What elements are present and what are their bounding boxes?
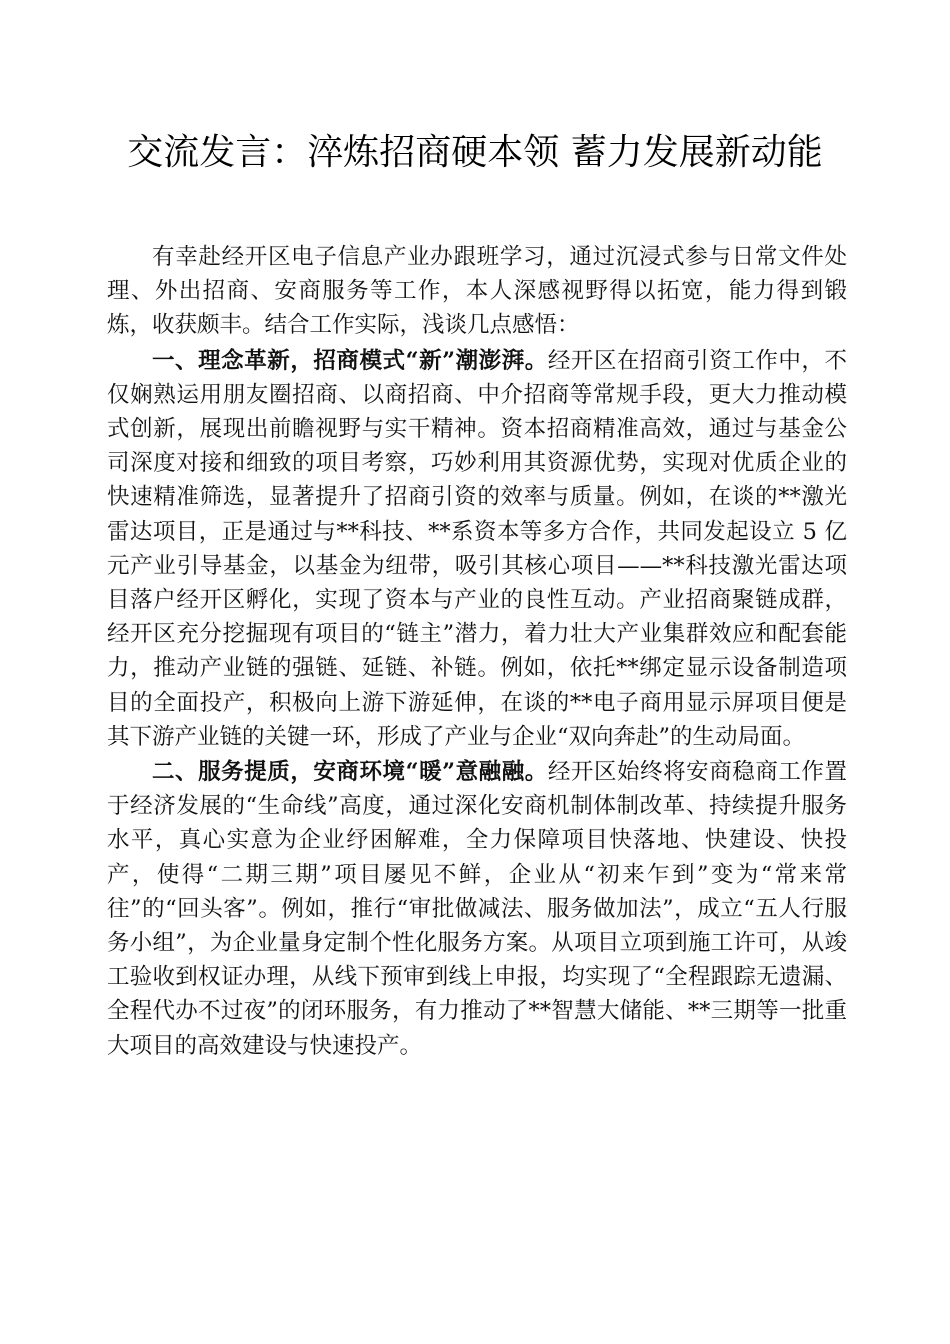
section-one-text: 经开区在招商引资工作中，不仅娴熟运用朋友圈招商、以商招商、中介招商等常规手段，更大力推动模式创新，展现出前瞻视野与实干精神。资本招商精准高效，通过与基金公司深度对接和细致的项目考察，巧妙利用其资源优势，实现对优质企业的快速精准筛选，显著提升了招商引资的效率与质量。例如，在谈的**激光雷达项目，正是通过与**科技、**系资本等多方合作，共同发起设立 5 亿元产业引导基金，以基金为纽带，吸引其核心项目——**科技激光雷达项目落户经开区孵化，实现了资本与产业的良性互动。产业招商聚链成群，经开区充分挖掘现有项目的“链主”潜力，着力壮大产业集群效应和配套能力，推动产业链的强链、延链、补链。例如，依托**绑定显示设备制造项目的全面投产，积极向上游下游延伸，在谈的**电子商用显示屏项目便是其下游产业链的关键一环，形成了产业与企业“双向奔赴”的生动局面。 — [107, 347, 847, 750]
document-body — [107, 240, 847, 1063]
section-one-paragraph — [107, 344, 847, 754]
section-two-text: 经开区始终将安商稳商工作置于经济发展的“生命线”高度，通过深化安商机制体制改革、持续提升服务水平，真心实意为企业纾困解难，全力保障项目快落地、快建设、快投产，使得“二期三期”项目屡见不鲜，企业从“初来乍到”变为“常来常往”的“回头客”。例如，推行“审批做减法、服务做加法”，成立“五人行服务小组”，为企业量身定制个性化服务方案。从项目立项到施工许可，从竣工验收到权证办理，从线下预审到线上申报，均实现了“全程跟踪无遗漏、全程代办不过夜”的闭环服务，有力推动了**智慧大储能、**三期等一批重大项目的高效建设与快速投产。 — [107, 759, 847, 1059]
section-two-heading: 二、服务提质，安商环境“暖”意融融。 — [152, 759, 548, 786]
intro-paragraph — [107, 240, 847, 343]
section-one-heading: 一、理念革新，招商模式“新”潮澎湃。 — [152, 347, 548, 374]
document-title: 交流发言：淬炼招商硬本领 蓄力发展新动能 — [127, 132, 823, 173]
paragraph-text: 有幸赴经开区电子信息产业办跟班学习，通过沉浸式参与日常文件处理、外出招商、安商服务等工作，本人深感视野得以拓宽，能力得到锻炼，收获颇丰。结合工作实际，浅谈几点感悟： — [107, 244, 847, 339]
section-two-paragraph — [107, 755, 847, 1063]
